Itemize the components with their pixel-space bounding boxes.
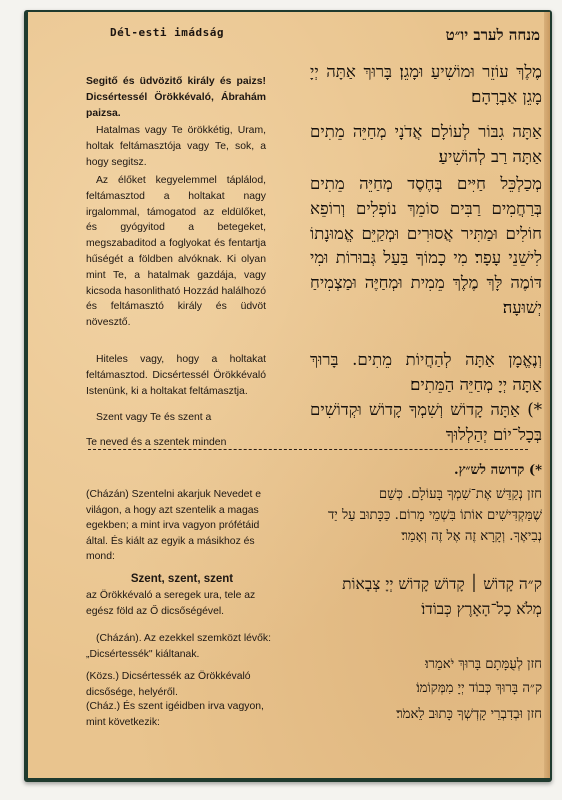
he-lower-paragraph-4: חזן וּבְדִבְרֵי קָדְשְׁךָ כָּתוּב לֵאמֹר׃ — [396, 707, 542, 722]
he-paragraph-2: אַתָּה גִבּוֹר לְעוֹלָם אֲדֹנָי מְחַיֵּה מֵתִים אַתָּה רַב לְהוֹשִׁיעַ׃ — [310, 122, 542, 166]
he-lower-paragraph-1: חזן נְקַדֵּשׁ אֶת־שִׁמְךָ בָּעוֹלָם. כְּשֵׁם שֶׁמַּקְדִּישִׁים אוֹתוֹ בִּשְׁמֵי מָרוֹם. כַּכָּתוּב עַל יַד נְבִיאֶךָ. וְקָרָא זֶה אֶל זֶה וְאָמַר׃ — [327, 487, 542, 544]
hu-lower-paragraph-3: (Cházán). Az ezekkel szemközt lévők: „Dicsértessék" kiáltanak. — [86, 633, 271, 660]
hebrew-header: מנחה לערב יו״ט — [445, 26, 540, 44]
hu-paragraph-1: Segitő és üdvözitő király és paizs! Dicsértessél Örökkévaló, Ábrahám paizsa. — [86, 76, 266, 119]
hu-paragraph-5: Szent vagy Te és szent a — [96, 412, 212, 423]
he-paragraph-1: מֶלֶךְ עוֹזֵר וּמוֹשִׁיעַ וּמָגֵן׃ בָּרוּךְ אַתָּה יְיָ מָגֵן אַבְרָהָם׃ — [310, 62, 542, 106]
hu-lower-paragraph-1: (Cházán) Szentelni akarjuk Nevedet e világon, a hogy azt szentelik a magas egekben; a mint irva vagyon prófétáid által. És kiált az egyik a másikhoz és mond: — [86, 489, 262, 563]
hu-lower-paragraph-5: (Cház.) És szent igéidben irva vagyon, mint következik: — [86, 701, 264, 728]
he-lower-paragraph-2: חזן לְעֻמָּתָם בָּרוּךְ יֹאמֵרוּ׃ — [425, 657, 542, 672]
hu-paragraph-4: Hiteles vagy, hogy a holtakat feltámasztod. Dicsértessél Örökkévaló Istenünk, ki a holtakat feltámasztja. — [86, 354, 266, 397]
page-edge — [544, 12, 550, 778]
he-paragraph-4: וְנֶאֱמָן אַתָּה לְהַחֲיוֹת מֵתִים. בָּרוּךְ אַתָּה יְיָ מְחַיֵּה הַמֵּתִים׃ — [310, 350, 542, 394]
hu-paragraph-6: Te neved és a szentek minden — [86, 437, 227, 448]
he-lower-note: *) קדושה לש״ץ. — [454, 463, 542, 478]
he-paragraph-3: מְכַלְכֵּל חַיִּים בְּחֶסֶד מְחַיֵּה מֵתִים בְּרַחֲמִים רַבִּים סוֹמֵךְ נוֹפְלִים וְרוֹפֵא חוֹלִים וּמַתִּיר אֲסוּרִים וּמְקַיֵּם אֱמוּנָתוֹ לִישֵׁנֵי עָפָר׃ מִי כָמוֹךָ בַּעַל גְּבוּרוֹת וּמִי דּוֹמֶה לָּךְ מֶלֶךְ מֵמִית וּמְחַיֶּה וּמַצְמִיחַ יְשׁוּעָה׃ — [310, 174, 542, 317]
he-lower-paragraph-3: ק״ה בָּרוּךְ כְּבוֹד יְיָ מִמְּקוֹמוֹ׃ — [416, 681, 542, 696]
hu-lower-kadosh: Szent, szent, szent — [130, 573, 234, 585]
hungarian-header: Dél-esti imádság — [110, 26, 224, 39]
he-paragraph-5: *) אַתָּה קָדוֹשׁ וְשִׁמְךָ קָדוֹשׁ וּקְדוֹשִׁים בְּכָל־יוֹם יְהַלְלוּךָ — [310, 400, 542, 444]
section-divider — [88, 449, 528, 450]
hu-paragraph-2: Hatalmas vagy Te örökkétig, Uram, holtak feltámasztója vagy Te, sok, a hogy segitsz. — [86, 125, 266, 168]
hu-lower-paragraph-2: az Örökkévaló a seregek ura, tele az egész föld az Ő dicsőségével. — [86, 590, 256, 617]
hu-lower-paragraph-4: (Közs.) Dicsértessék az Örökkévaló dicsősége, helyéről. — [86, 671, 251, 698]
hu-paragraph-3: Az élőket kegyelemmel táplálod, feltámasztod a holtakat nagy irgalommal, támogatod az eldülőket, és gyógyitod a betegeket, megszabaditod a foglyokat és fentartja hűségét a földben alvóknak. Ki olyan mint Te, a hatalmak gazdája, vagy kicsoda hasonlitható Hozzád halálhozó és feltámasztó király és üdvöt növesztő. — [86, 175, 266, 329]
he-lower-kadosh: ק״ה קָדוֹשׁ ׀ קָדוֹשׁ קָדוֹשׁ יְיָ צְבָאוֹת מְלֹא כָל־הָאָרֶץ כְּבוֹדוֹ׃ — [342, 575, 542, 618]
